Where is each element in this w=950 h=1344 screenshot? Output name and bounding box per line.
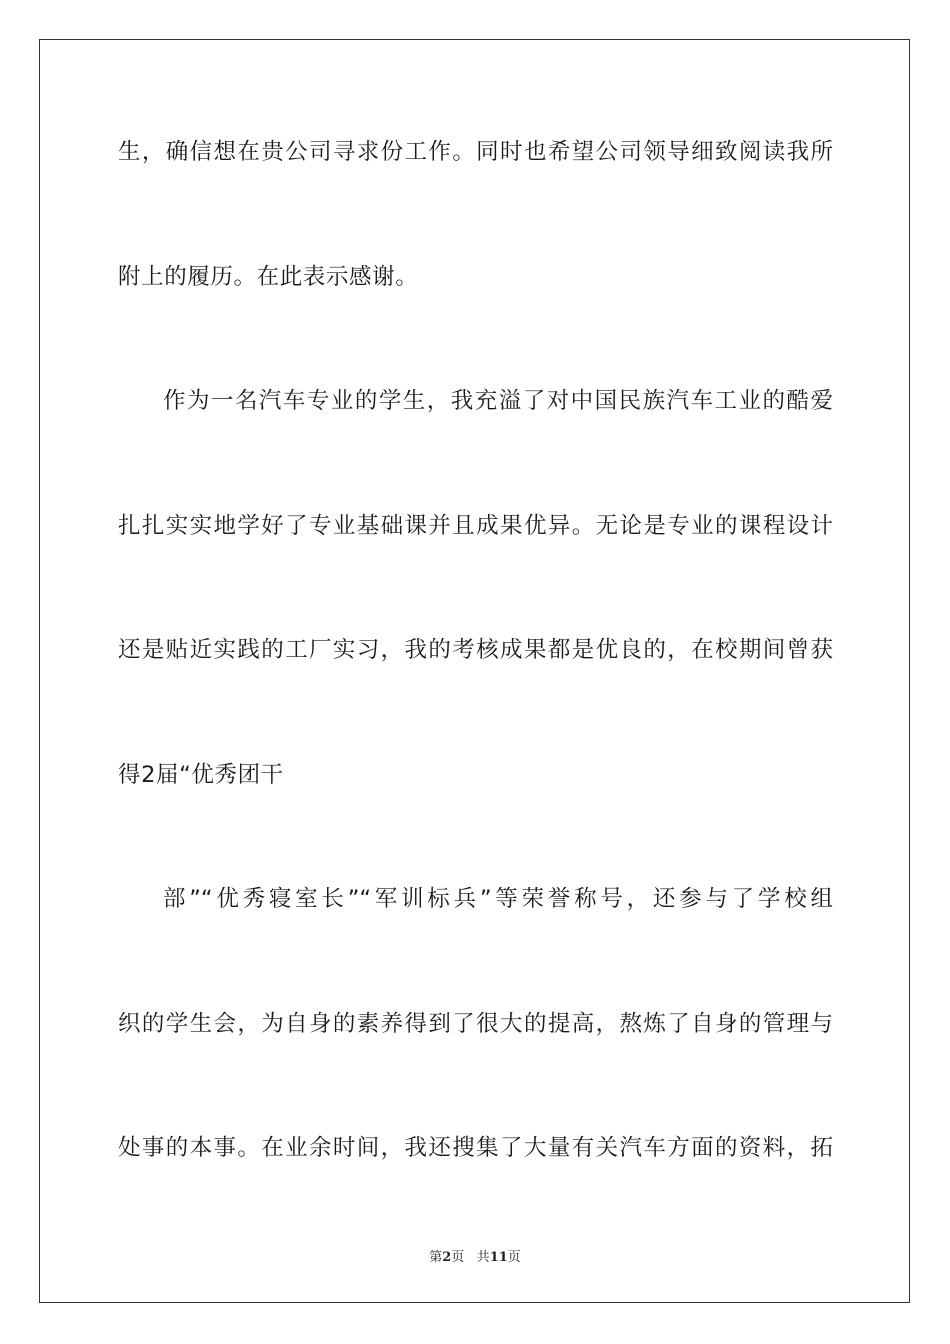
text-line-4: 扎扎实实地学好了专业基础课并且成果优异。无论是专业的课程设计 bbox=[118, 513, 833, 539]
page-footer bbox=[0, 1246, 950, 1265]
text-line-3: 作为一名汽车专业的学生，我充溢了对中国民族汽车工业的酷爱 bbox=[163, 388, 833, 414]
footer-page-number: 2 bbox=[442, 1250, 452, 1265]
footer-prefix: 第 bbox=[429, 1250, 443, 1265]
text-line-6: 得2届“优秀团干 bbox=[118, 762, 284, 788]
text-line-7: 部”“优秀寝室长”“军训标兵”等荣誉称号，还参与了学校组 bbox=[163, 886, 833, 912]
footer-total-prefix: 共 bbox=[476, 1250, 490, 1265]
page-border bbox=[39, 39, 910, 1303]
text-line-8: 织的学生会，为自身的素养得到了很大的提高，熬炼了自身的管理与 bbox=[118, 1011, 833, 1037]
text-line-5: 还是贴近实践的工厂实习，我的考核成果都是优良的，在校期间曾获 bbox=[118, 637, 833, 663]
text-line-2: 附上的履历。在此表示感谢。 bbox=[118, 264, 419, 290]
text-line-1: 生，确信想在贵公司寻求份工作。同时也希望公司领导细致阅读我所 bbox=[118, 139, 833, 165]
footer-page-suffix: 页 bbox=[451, 1250, 465, 1265]
text-line-9: 处事的本事。在业余时间，我还搜集了大量有关汽车方面的资料，拓 bbox=[118, 1135, 833, 1161]
footer-total-suffix: 页 bbox=[507, 1250, 521, 1265]
footer-total-pages: 11 bbox=[489, 1250, 508, 1265]
